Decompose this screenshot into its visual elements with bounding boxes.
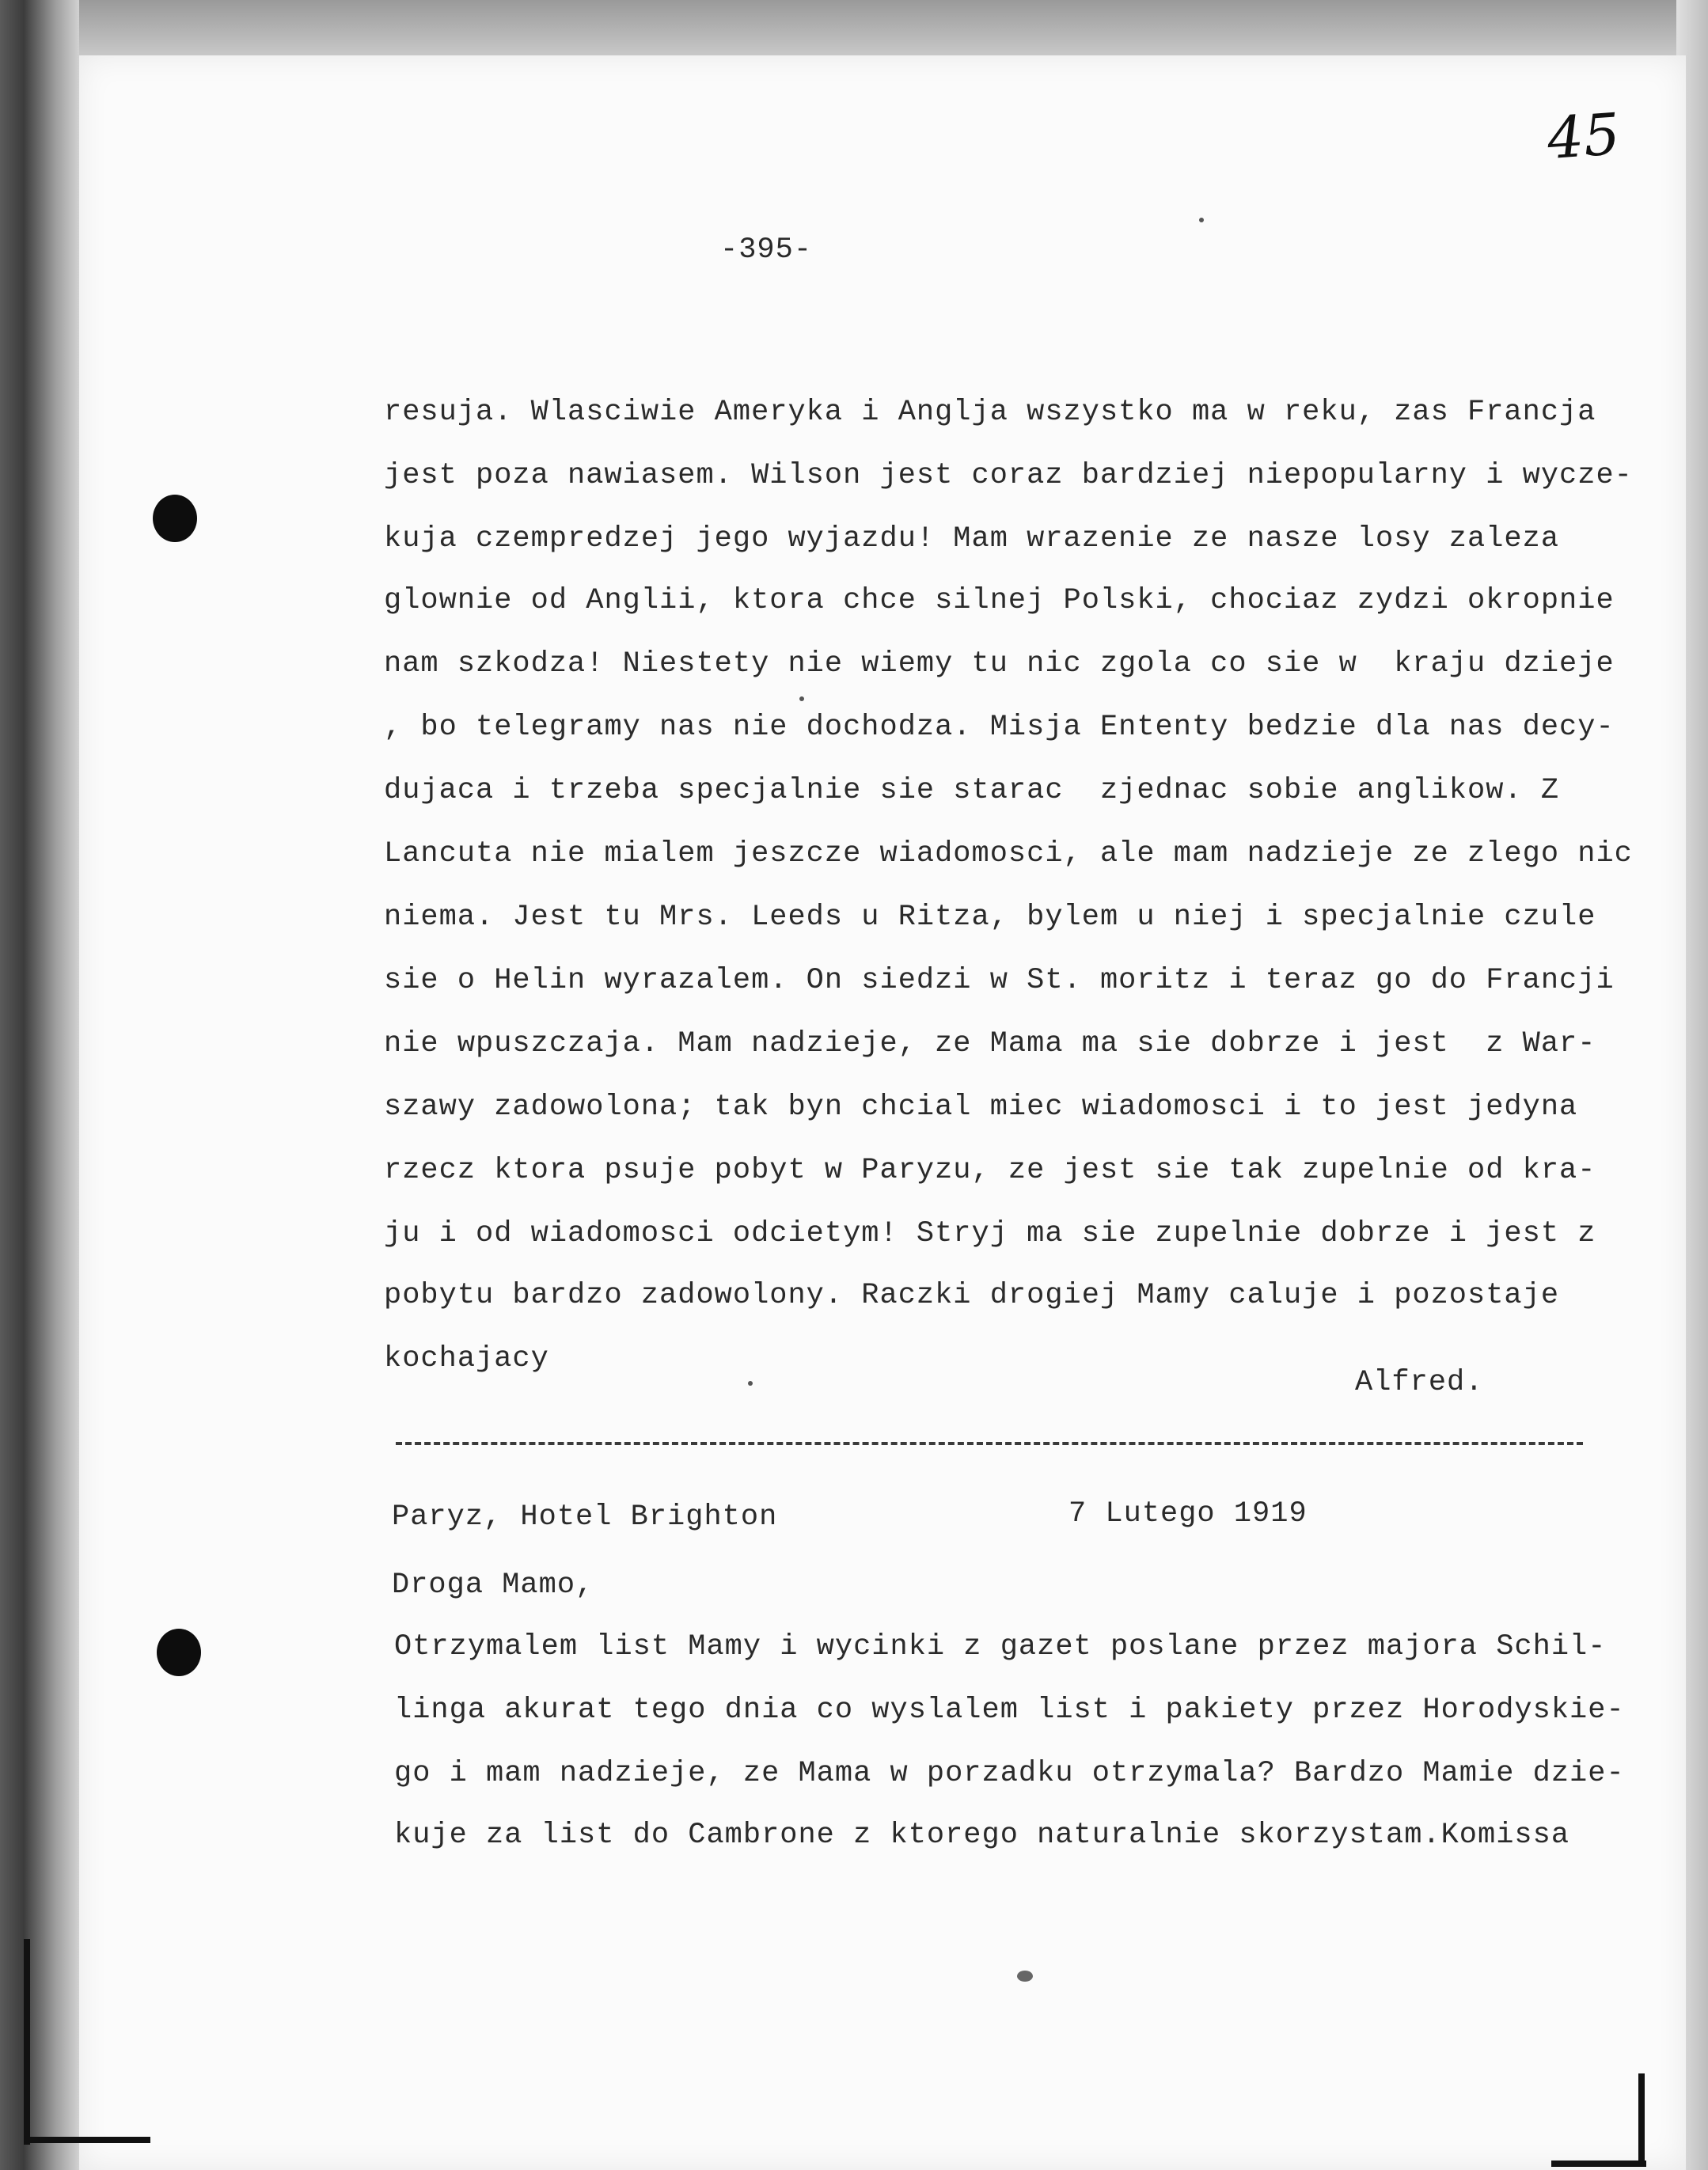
- text-line: linga akurat tego dnia co wyslalem list i pakiety przez Horodyskie-: [394, 1694, 1625, 1727]
- punch-hole-top: [153, 495, 197, 542]
- text-line: nam szkodza! Niestety nie wiemy tu nic zgola co sie w kraju dzieje: [384, 647, 1615, 681]
- dashed-separator: [396, 1442, 1583, 1445]
- text-line: szawy zadowolona; tak byn chcial miec wiadomosci i to jest jedyna: [384, 1091, 1578, 1124]
- bottom-right-mark: [1551, 2161, 1646, 2167]
- text-line: sie o Helin wyrazalem. On siedzi w St. moritz i teraz go do Francji: [384, 964, 1615, 997]
- text-line: kochajacy: [384, 1342, 549, 1375]
- scan-border-top: [0, 0, 1708, 57]
- letter-date: 7 Lutego 1919: [1068, 1497, 1308, 1531]
- text-line: rzecz ktora psuje pobyt w Paryzu, ze jest sie tak zupelnie od kra-: [384, 1154, 1596, 1187]
- signature: Alfred.: [1355, 1366, 1484, 1399]
- text-line: go i mam nadzieje, ze Mama w porzadku otrzymala? Bardzo Mamie dzie-: [394, 1757, 1625, 1790]
- speck: [748, 1381, 753, 1386]
- speck: [799, 696, 804, 701]
- letter-salutation: Droga Mamo,: [392, 1569, 594, 1602]
- speck: [1199, 218, 1204, 222]
- text-line: Lancuta nie mialem jeszcze wiadomosci, ale mam nadzieje ze zlego nic: [384, 837, 1633, 871]
- text-line: Otrzymalem list Mamy i wycinki z gazet poslane przez majora Schil-: [394, 1630, 1607, 1664]
- text-line: nie wpuszczaja. Mam nadzieje, ze Mama ma sie dobrze i jest z War-: [384, 1027, 1596, 1060]
- folio-number: 45: [1545, 100, 1623, 173]
- speck: [1017, 1971, 1033, 1982]
- scan-border-left: [0, 0, 79, 2170]
- text-line: , bo telegramy nas nie dochodza. Misja Ententy bedzie dla nas decy-: [384, 711, 1615, 744]
- text-line: kuja czempredzej jego wyjazdu! Mam wrazenie ze nasze losy zaleza: [384, 522, 1560, 556]
- text-line: jest poza nawiasem. Wilson jest coraz bardziej niepopularny i wycze-: [384, 459, 1633, 492]
- text-line: kuje za list do Cambrone z ktorego naturalnie skorzystam.Komissa: [394, 1819, 1570, 1852]
- text-line: dujaca i trzeba specjalnie sie starac zjednac sobie anglikow. Z: [384, 774, 1560, 807]
- right-edge-mark: [1638, 2073, 1645, 2161]
- text-line: ju i od wiadomosci odcietym! Stryj ma sie zupelnie dobrze i jest z: [384, 1217, 1596, 1250]
- text-line: pobytu bardzo zadowolony. Raczki drogiej Mamy caluje i pozostaje: [384, 1279, 1560, 1312]
- text-line: niema. Jest tu Mrs. Leeds u Ritza, bylem u niej i specjalnie czule: [384, 901, 1596, 934]
- text-line: resuja. Wlasciwie Ameryka i Anglja wszystko ma w reku, zas Francja: [384, 396, 1596, 429]
- letter-place: Paryz, Hotel Brighton: [392, 1500, 778, 1534]
- text-line: glownie od Anglii, ktora chce silnej Polski, chociaz zydzi okropnie: [384, 584, 1615, 617]
- bottom-corner-mark: [24, 2137, 150, 2143]
- page-number: -395-: [720, 233, 813, 267]
- punch-hole-bottom: [157, 1629, 201, 1676]
- left-edge-mark: [24, 1939, 30, 2145]
